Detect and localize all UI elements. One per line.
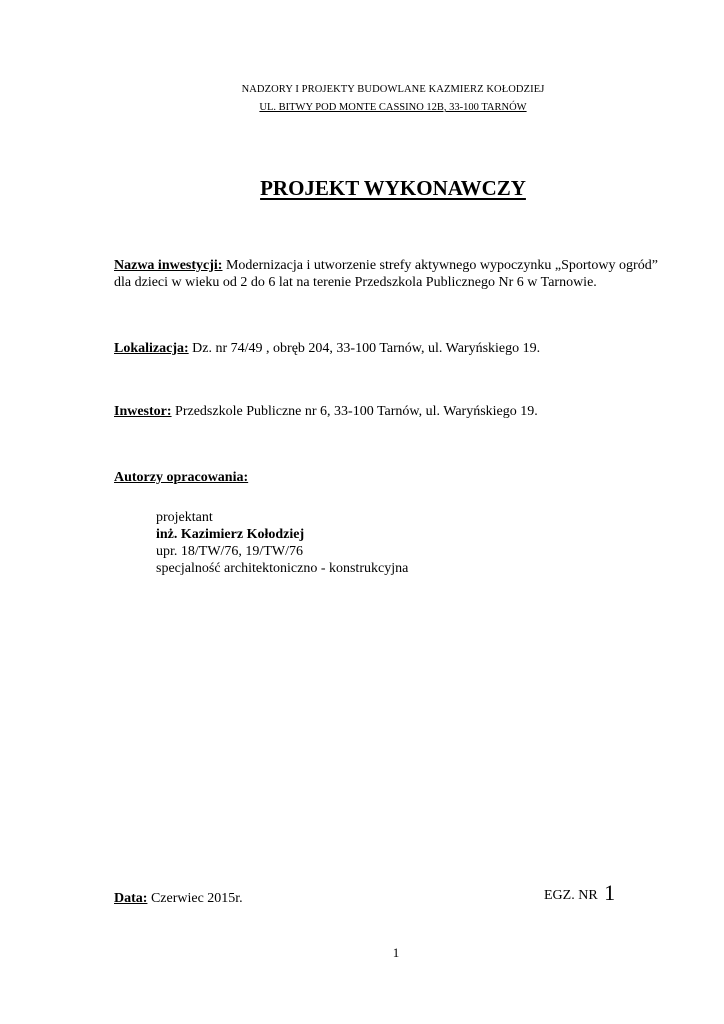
date-label: Data: (114, 891, 148, 906)
company-name: NADZORY I PROJEKTY BUDOWLANE KAZMIERZ KOŁODZIEJ (241, 84, 545, 95)
investor-value: Przedszkole Publiczne nr 6, 33-100 Tarnów, ul. Waryńskiego 19. (175, 404, 538, 419)
authors-label: Autorzy opracowania: (114, 470, 249, 485)
location-section (114, 340, 674, 357)
author-specialty: specjalność architektoniczno - konstrukcyjna (156, 561, 409, 576)
location-value: Dz. nr 74/49 , obręb 204, 33-100 Tarnów, ul. Waryńskiego 19. (192, 341, 541, 356)
author-license: upr. 18/TW/76, 19/TW/76 (156, 544, 303, 559)
investment-section (114, 257, 674, 291)
investment-label: Nazwa inwestycji: (114, 258, 223, 273)
location-label: Lokalizacja: (114, 341, 189, 356)
investment-value: Modernizacja i utworzenie strefy aktywnego wypoczynku „Sportowy ogród” dla dzieci w wieku od 2 do 6 lat na terenie Przedszkola Publicznego Nr 6 w Tarnowie. (114, 258, 658, 290)
authors-section (114, 469, 674, 486)
author-role: projektant (156, 510, 213, 525)
document-title: PROJEKT WYKONAWCZY (260, 176, 526, 200)
date-value: Czerwiec 2015r. (150, 891, 243, 906)
copy-number-block (544, 880, 615, 906)
page-number: 1 (392, 945, 400, 960)
copy-label: EGZ. NR (544, 888, 598, 903)
copy-number: 1 (604, 880, 616, 905)
investor-section (114, 403, 674, 420)
author-name: inż. Kazimierz Kołodziej (156, 527, 305, 542)
investor-label: Inwestor: (114, 404, 172, 419)
company-address: UL. BITWY POD MONTE CASSINO 12B, 33-100 TARNÓW (259, 102, 527, 113)
author-block (156, 509, 408, 577)
